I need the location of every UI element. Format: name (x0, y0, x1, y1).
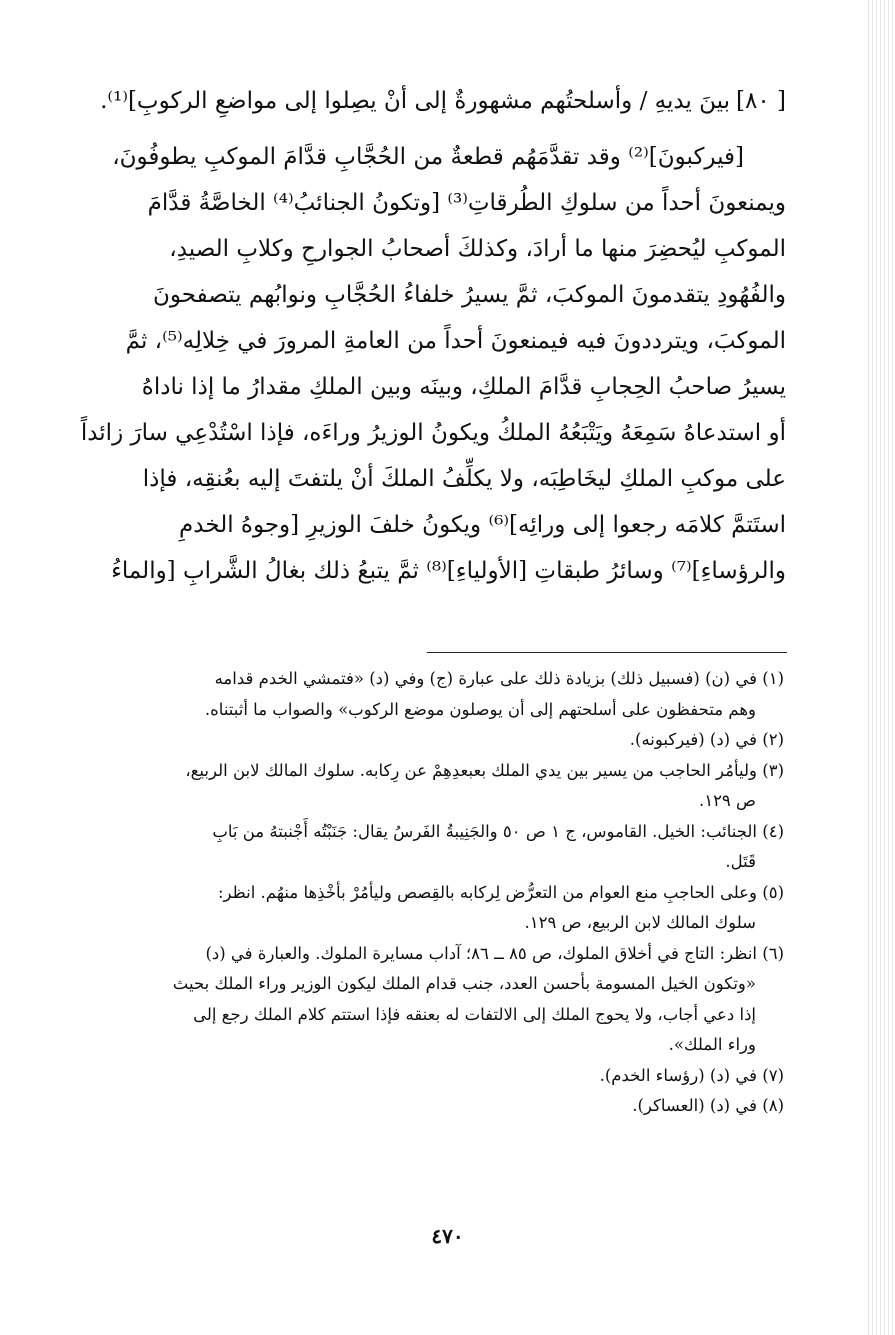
footnote-line: (١) في (ن) (فسبيل ذلك) بزيادة ذلك على عبارة (ج) وفي (د) «فتمشي الخدم قدامه (214, 669, 784, 688)
footnote-line: (٣) وليأمُر الحاجب من يسير بين يدي الملك بعبعدِهِمْ عن رِكابه. سلوك المالك لابن الربيع، (185, 760, 784, 780)
text-line: الموكبَ، ويترددونَ فيه فيمنعونَ أحداً من العامةِ المرورَ في خِلالِه⁽⁵⁾، ثمَّ (125, 328, 786, 354)
text-line: [ ٨٠]بينَ يديهِ / وأسلحتُهم مشهورةٌ إلى أنْ يصِلوا إلى مواضعِ الركوبِ]⁽¹⁾. (100, 88, 786, 114)
page-number: ٤٧٠ (431, 1224, 464, 1248)
main-text (34, 78, 786, 594)
footnote-line: إذا دعي أجاب، ولا يحوج الملك إلى الالتفات له بعنقه فإذا استتم كلام الملك رجع إلى (193, 1004, 756, 1024)
text-line: [فيركبونَ]⁽²⁾ وقد تقدَّمَهُم قطعةٌ من الحُجَّابِ قدَّامَ الموكبِ يطوفُونَ، (112, 144, 744, 170)
footnote-line: سلوك المالك لابن الربيع، ص ١٢٩. (524, 913, 756, 932)
text-line: والفُهُودِ يتقدمونَ الموكبَ، ثمَّ يسيرُ خلفاءُ الحُجَّابِ ونوابُهم يتصفحونَ (153, 282, 786, 308)
text-line: يسيرُ صاحبُ الحِجابِ قدَّامَ الملكِ، وبينَه وبين الملكِ مقدارُ ما إذا ناداهُ (141, 374, 786, 400)
text-line: والرؤساءِ]⁽⁷⁾ وسائرُ طبقاتِ [الأولياءِ]⁽⁸⁾ ثمَّ يتبعُ ذلك بغالُ الشَّرابِ [والماءُ (111, 558, 786, 584)
footnote-line: (٨) في (د) (العساكر). (632, 1096, 784, 1115)
footnote-line: وراء الملك». (668, 1035, 756, 1054)
text-line: الموكبِ ليُحضِرَ منها ما أرادَ، وكذلكَ أصحابُ الجوارحِ وكلابِ الصيدِ، (169, 236, 786, 262)
scan-edge (865, 0, 895, 1335)
footnote-line: (٧) في (د) (رؤساء الخدم). (599, 1065, 784, 1085)
footnote-line: «وتكون الخيل المسومة بأحسن العدد، جنب قدام الملك ليكون الوزير وراء الملك بحيث (172, 974, 756, 993)
text-line: أو استدعاهُ سَمِعَهُ ويَتْبَعُهُ الملكُ ويكونُ الوزيرُ وراءَه، فإذا اسْتُدْعِي سارَ زائداً (80, 420, 786, 446)
footnote-separator (427, 652, 787, 653)
footnote-line: (٤) الجنائب: الخيل. القاموس، ج ١ ص ٥٠ والجَنِيبةُ الفَرسُ يقال: جَنَبْتُه أَجْنبتهُ من بَابِ (212, 821, 784, 841)
footnote-line: (٥) وعلى الحاجبِ منع العوام من التعرُّض لِركابه بالقِصص وليأمُرْ بأخْذِها منهُم. انظر: (217, 882, 784, 902)
footnote-line: (٢) في (د) (فيركبونه). (629, 730, 784, 749)
text-line: على موكبِ الملكِ ليخَاطِبَه، ولا يكلِّفُ الملكَ أنْ يلتفتَ إليه بعُنقِه، فإذا (142, 466, 786, 492)
footnote-line: قَتَل. (725, 852, 756, 871)
footnotes (34, 664, 784, 1122)
footnote-line: (٦) انظر: التاج في أخلاق الملوك، ص ٨٥ ــ ٨٦؛ آداب مسايرة الملوك. والعبارة في (د) (205, 943, 784, 963)
footnote-line: ص ١٢٩. (698, 791, 756, 810)
footnote-line: وهم متحفظون على أسلحتهم إلى أن يوصلون موضع الركوب» والصواب ما أثبتناه. (204, 699, 756, 719)
page-marker: [ ٨٠] (736, 88, 786, 114)
text-line: ويمنعونَ أحداً من سلوكِ الطُرقاتِ⁽³⁾ [وتكونُ الجنائبُ⁽⁴⁾ الخاصَّةُ قدَّامَ (147, 190, 786, 216)
text-line: استَتمَّ كلامَه رجعوا إلى ورائِه]⁽⁶⁾ ويكونُ خلفَ الوزيرِ [وجوهُ الخدمِ (179, 512, 786, 538)
